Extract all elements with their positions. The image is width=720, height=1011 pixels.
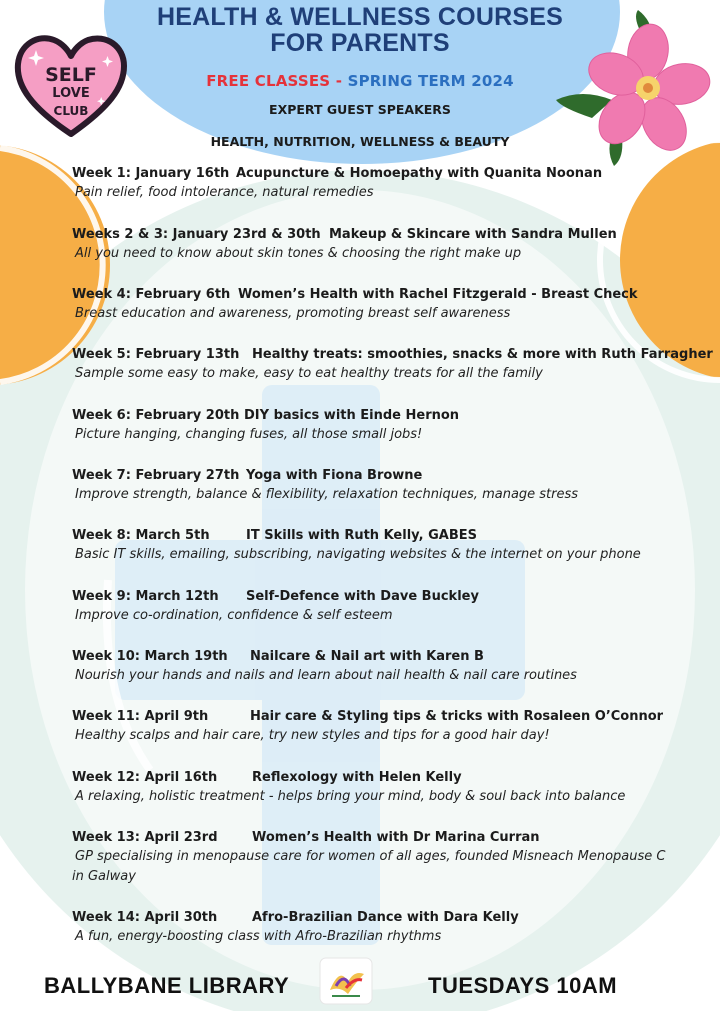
session-date: Week 6: February 20th bbox=[72, 408, 240, 423]
session-description: Improve co-ordination, confidence & self esteem bbox=[75, 608, 393, 623]
term-line bbox=[0, 72, 720, 90]
session-date: Week 13: April 23rd bbox=[72, 830, 218, 845]
session-topic: IT Skills with Ruth Kelly, GABES bbox=[246, 528, 477, 543]
session-date: Week 8: March 5th bbox=[72, 528, 210, 543]
session-topic: Reflexology with Helen Kelly bbox=[252, 770, 462, 785]
session-item bbox=[72, 708, 720, 769]
session-date: Week 7: February 27th bbox=[72, 468, 240, 483]
session-item bbox=[72, 909, 720, 949]
session-date: Week 9: March 12th bbox=[72, 589, 219, 604]
session-topic: Healthy treats: smoothies, snacks & more with Ruth Farragher bbox=[252, 347, 713, 362]
session-description: Pain relief, food intolerance, natural remedies bbox=[75, 185, 374, 200]
session-list bbox=[72, 165, 720, 949]
title-line-1: HEALTH & WELLNESS COURSES bbox=[157, 3, 563, 31]
session-topic: Hair care & Styling tips & tricks with Rosaleen O’Connor bbox=[250, 709, 664, 724]
session-topic: Women’s Health with Dr Marina Curran bbox=[252, 830, 540, 845]
session-description: All you need to know about skin tones & choosing the right make up bbox=[75, 246, 522, 261]
session-item bbox=[72, 588, 720, 648]
session-description: Nourish your hands and nails and learn about nail health & nail care routines bbox=[75, 668, 577, 683]
session-description-continued: in Galway bbox=[72, 869, 136, 884]
session-date: Week 11: April 9th bbox=[72, 709, 209, 724]
organisation-logo-icon bbox=[318, 956, 374, 1006]
footer-schedule: TUESDAYS 10AM bbox=[428, 973, 618, 998]
footer-location: BALLYBANE LIBRARY bbox=[44, 973, 290, 998]
session-description: Sample some easy to make, easy to eat healthy treats for all the family bbox=[75, 366, 543, 381]
badge-line-club: CLUB bbox=[53, 104, 89, 118]
session-item bbox=[72, 226, 720, 286]
free-classes-label: FREE CLASSES bbox=[206, 72, 331, 90]
term-dash: - bbox=[330, 72, 348, 90]
session-topic: Makeup & Skincare with Sandra Mullen bbox=[329, 227, 617, 242]
topics-subtitle: HEALTH, NUTRITION, WELLNESS & BEAUTY bbox=[210, 134, 510, 149]
session-description: A fun, energy-boosting class with Afro-Brazilian rhythms bbox=[75, 929, 442, 944]
session-date: Week 10: March 19th bbox=[72, 649, 228, 664]
session-item bbox=[72, 467, 720, 527]
session-item bbox=[72, 527, 720, 588]
session-description: Breast education and awareness, promoting breast self awareness bbox=[75, 306, 511, 321]
session-description: Improve strength, balance & flexibility, relaxation techniques, manage stress bbox=[75, 487, 579, 502]
experts-subtitle: EXPERT GUEST SPEAKERS bbox=[269, 102, 451, 117]
session-date: Weeks 2 & 3: January 23rd & 30th bbox=[72, 227, 321, 242]
session-item bbox=[72, 407, 720, 467]
term-label: SPRING TERM 2024 bbox=[347, 72, 514, 90]
session-description: Healthy scalps and hair care, try new styles and tips for a good hair day! bbox=[75, 728, 550, 743]
session-topic: Acupuncture & Homoepathy with Quanita Noonan bbox=[236, 166, 603, 181]
session-description: A relaxing, holistic treatment - helps bring your mind, body & soul back into balance bbox=[75, 789, 626, 804]
session-item bbox=[72, 648, 720, 708]
session-date: Week 5: February 13th bbox=[72, 347, 240, 362]
session-item bbox=[72, 286, 720, 346]
session-topic: Self-Defence with Dave Buckley bbox=[246, 589, 479, 604]
session-item bbox=[72, 346, 720, 407]
session-description: Basic IT skills, emailing, subscribing, navigating websites & the internet on your phone bbox=[75, 547, 641, 562]
badge-line-love: LOVE bbox=[52, 86, 90, 101]
session-topic: Nailcare & Nail art with Karen B bbox=[250, 649, 484, 664]
page-title bbox=[0, 4, 720, 56]
session-description: GP specialising in menopause care for women of all ages, founded Misneach Menopause C bbox=[75, 849, 666, 864]
session-topic: Yoga with Fiona Browne bbox=[246, 468, 423, 483]
session-topic: Women’s Health with Rachel Fitzgerald - Breast Check bbox=[238, 287, 638, 302]
title-line-2: FOR PARENTS bbox=[270, 29, 450, 57]
session-date: Week 4: February 6th bbox=[72, 287, 231, 302]
session-description: Picture hanging, changing fuses, all those small jobs! bbox=[75, 427, 423, 442]
session-date: Week 14: April 30th bbox=[72, 910, 218, 925]
session-date: Week 12: April 16th bbox=[72, 770, 218, 785]
session-date: Week 1: January 16th bbox=[72, 166, 230, 181]
session-item bbox=[72, 165, 720, 226]
session-item bbox=[72, 769, 720, 829]
session-topic: DIY basics with Einde Hernon bbox=[244, 408, 460, 423]
session-item bbox=[72, 829, 720, 909]
badge-line-self: SELF bbox=[45, 64, 97, 86]
session-topic: Afro-Brazilian Dance with Dara Kelly bbox=[252, 910, 519, 925]
